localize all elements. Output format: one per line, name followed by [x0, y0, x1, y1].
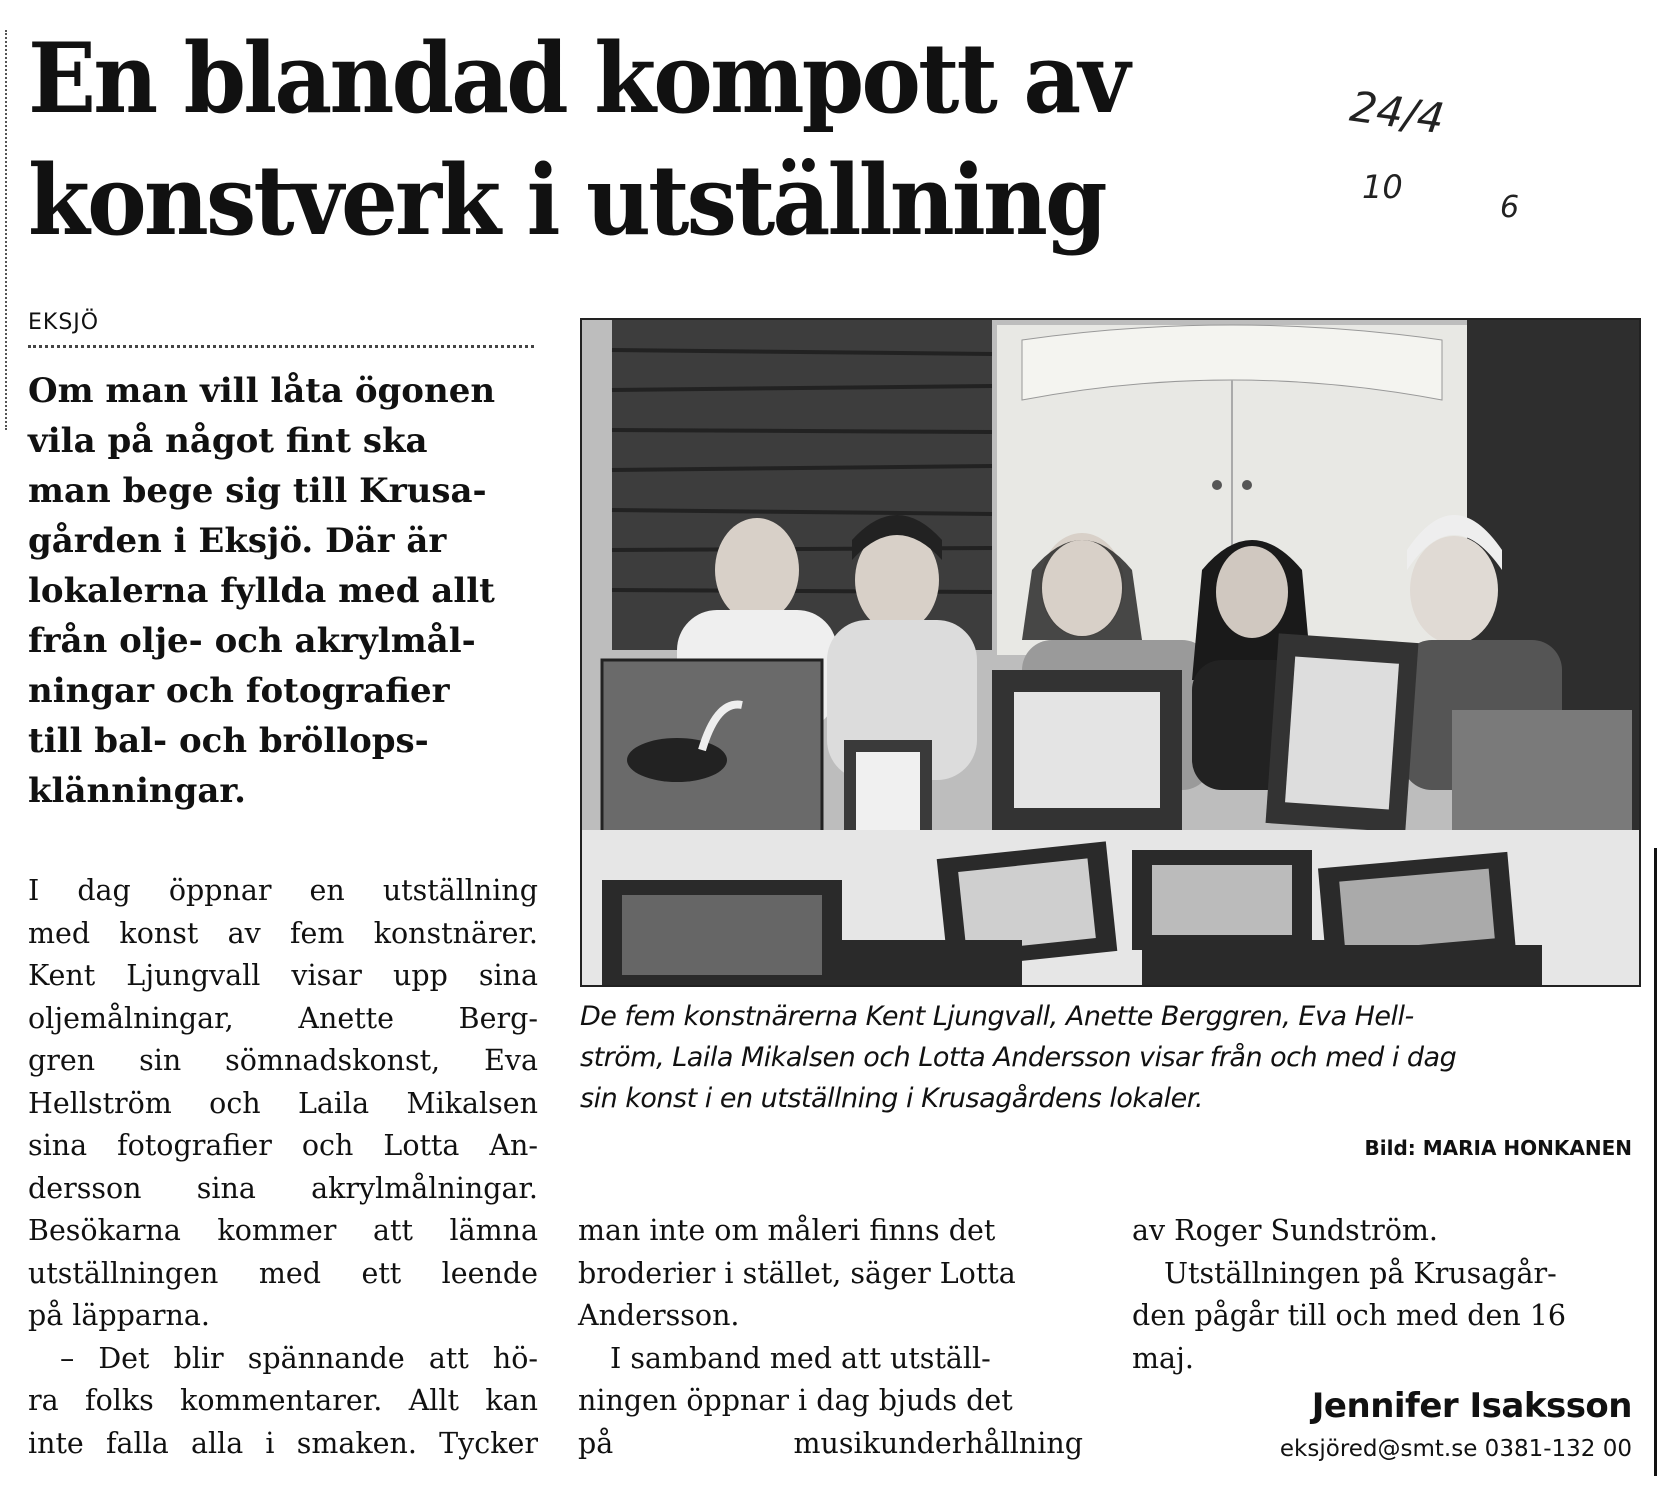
body-line: den pågår till och med den 16 — [1132, 1299, 1567, 1332]
ingress-line: lokalerna fyllda med allt — [28, 571, 495, 611]
body-line: på läpparna. — [28, 1299, 210, 1332]
handwritten-date: 24/4 — [1347, 81, 1448, 144]
handwritten-note: 6 — [1500, 190, 1520, 225]
dateline: EKSJÖ — [28, 310, 100, 335]
photo-illustration — [582, 320, 1639, 985]
body-line: med konst av fem konstnärer. — [28, 916, 538, 950]
body-column-2 — [578, 1210, 1083, 1465]
body-line: Utställningen på Krusagår- — [1164, 1256, 1557, 1290]
body-column-3 — [1132, 1210, 1637, 1380]
contact-info: eksjöred@smt.se 0381-132 00 — [1279, 1436, 1632, 1462]
margin-dotted-rule — [5, 30, 7, 430]
body-line: I samband med att utställ- — [610, 1341, 991, 1375]
body-line: ningen öppnar i dag bjuds det — [578, 1384, 1013, 1417]
body-line: gren sin sömnadskonst, Eva — [28, 1044, 538, 1077]
body-line: Hellström och Laila Mikalsen — [28, 1086, 538, 1120]
body-line: Kent Ljungvall visar upp sina — [28, 959, 538, 992]
byline: Jennifer Isaksson — [1311, 1386, 1632, 1426]
photo-caption — [580, 996, 1640, 1119]
ingress-line: ningar och fotografier — [28, 671, 450, 711]
caption-line: ström, Laila Mikalsen och Lotta Andersson visar från och med i dag — [580, 1042, 1457, 1073]
caption-line: De fem konstnärerna Kent Ljungvall, Anette Berggren, Eva Hell- — [580, 1001, 1414, 1032]
body-line: på musikunderhållning — [578, 1426, 1083, 1460]
article-photo — [580, 318, 1641, 987]
body-line: ra folks kommentarer. Allt kan — [28, 1384, 538, 1417]
body-line: inte falla alla i smaken. Tycker — [28, 1426, 538, 1460]
headline-line-1: En blandad kompott av — [28, 22, 1128, 135]
body-line: maj. — [1132, 1341, 1194, 1375]
ingress-line: Om man vill låta ögonen — [28, 371, 496, 411]
body-line: I dag öppnar en utställning — [28, 874, 538, 907]
body-line: sina fotografier och Lotta An- — [28, 1129, 538, 1162]
ingress-line: vila på något fint ska — [28, 421, 428, 461]
headline — [28, 18, 1200, 262]
ingress-line: till bal- och bröllops- — [28, 721, 429, 761]
photo-credit: Bild: MARIA HONKANEN — [1364, 1136, 1632, 1160]
headline-line-2: konstverk i utställning — [28, 144, 1105, 257]
ingress-line: från olje- och akrylmål- — [28, 621, 476, 661]
dateline-divider — [28, 345, 534, 348]
ingress — [28, 366, 538, 816]
body-column-1 — [28, 870, 538, 1465]
body-line: oljemålningar, Anette Berg- — [28, 1001, 538, 1035]
body-line: utställningen med ett leende — [28, 1256, 538, 1290]
body-line: – Det blir spännande att hö- — [60, 1341, 538, 1375]
handwritten-note: 10 — [1362, 168, 1403, 206]
body-line: broderier i stället, säger Lotta — [578, 1256, 1016, 1290]
body-line: Besökarna kommer att lämna — [28, 1214, 538, 1247]
body-line: Andersson. — [578, 1299, 740, 1332]
body-line: av Roger Sundström. — [1132, 1214, 1438, 1247]
ingress-line: gården i Eksjö. Där är — [28, 521, 447, 561]
caption-line: sin konst i en utställning i Krusagårdens lokaler. — [580, 1083, 1203, 1114]
ingress-line: klänningar. — [28, 771, 247, 811]
ingress-line: man bege sig till Krusa- — [28, 471, 487, 511]
body-line: dersson sina akrylmålningar. — [28, 1171, 538, 1205]
body-line: man inte om måleri finns det — [578, 1214, 996, 1247]
column-rule — [1654, 848, 1657, 1476]
